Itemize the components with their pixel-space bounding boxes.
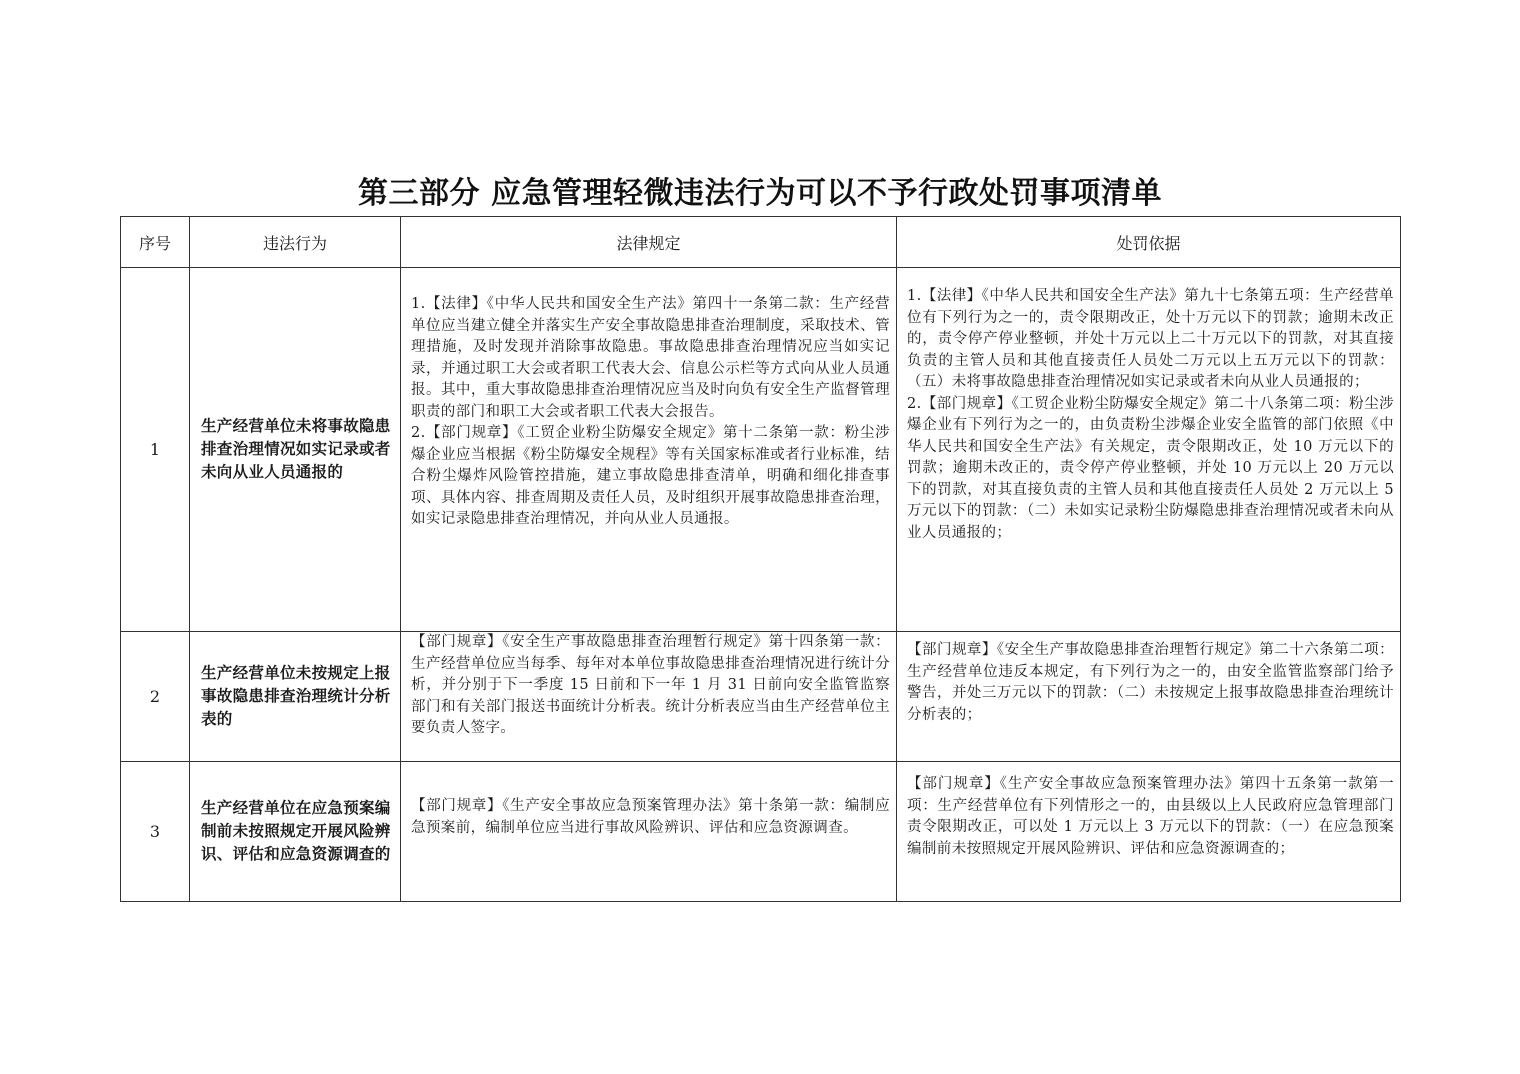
penalty-table [120, 216, 1401, 902]
basis-paragraph: 【部门规章】《安全生产事故隐患排查治理暂行规定》第二十六条第二项：生产经营单位违反本规定，有下列行为之一的，由安全监管监察部门给予警告，并处三万元以下的罚款：（二）未按规定上报事故隐患排查治理统计分析表的； [907, 642, 1394, 723]
basis-paragraph: 2.【部门规章】《工贸企业粉尘防爆安全规定》第二十八条第二项：粉尘涉爆企业有下列行为之一的，由负责粉尘涉爆企业安全监管的部门依照《中华人民共和国安全生产法》有关规定，责令限期改正，处 10 万元以下的罚款；逾期未改正的，责令停产停业整顿，并处 10 万元以上 20 万元以下的罚款，对其直接负责的主管人员和其他直接责任人员处 2 万元以上 5 万元以下的罚款：（二）未如实记录粉尘防爆隐患排查治理情况或者未向从业人员通报的； [907, 395, 1394, 541]
violation-cell: 生产经营单位未按规定上报事故隐患排查治理统计分析表的 [190, 632, 401, 762]
law-cell [401, 762, 897, 902]
table-header-row [121, 217, 1401, 268]
basis-cell [897, 268, 1401, 632]
law-paragraph: 【部门规章】《安全生产事故隐患排查治理暂行规定》第十四条第一款：生产经营单位应当每季、每年对本单位事故隐患排查治理情况进行统计分析，并分别于下一季度 15 日前和下一年 1 月 31 日前向安全监管监察部门和有关部门报送书面统计分析表。统计分析表应当由生产经营单位主要负责人签字。 [411, 634, 890, 736]
law-paragraph: 【部门规章】《生产安全事故应急预案管理办法》第十条第一款：编制应急预案前，编制单位应当进行事故风险辨识、评估和应急资源调查。 [411, 798, 890, 836]
header-number: 序号 [121, 217, 190, 268]
row-number: 1 [121, 268, 190, 632]
violation-cell: 生产经营单位在应急预案编制前未按照规定开展风险辨识、评估和应急资源调查的 [190, 762, 401, 902]
header-basis: 处罚依据 [897, 217, 1401, 268]
basis-cell [897, 762, 1401, 902]
basis-cell [897, 632, 1401, 762]
page-title: 第三部分 应急管理轻微违法行为可以不予行政处罚事项清单 [358, 176, 1162, 211]
header-violation: 违法行为 [190, 217, 401, 268]
header-law: 法律规定 [401, 217, 897, 268]
law-paragraph: 1.【法律】《中华人民共和国安全生产法》第四十一条第二款：生产经营单位应当建立健全并落实生产安全事故隐患排查治理制度，采取技术、管理措施，及时发现并消除事故隐患。事故隐患排查治理情况应当如实记录，并通过职工大会或者职工代表大会、信息公示栏等方式向从业人员通报。其中，重大事故隐患排查治理情况应当及时向负有安全生产监督管理职责的部门和职工大会或者职工代表大会报告。 [411, 296, 890, 420]
violation-cell: 生产经营单位未将事故隐患排查治理情况如实记录或者未向从业人员通报的 [190, 268, 401, 632]
table-row [121, 762, 1401, 902]
row-number: 2 [121, 632, 190, 762]
basis-paragraph: 【部门规章】《生产安全事故应急预案管理办法》第四十五条第一款第一项：生产经营单位有下列情形之一的，由县级以上人民政府应急管理部门责令限期改正，可以处 1 万元以上 3 万元以下的罚款：（一）在应急预案编制前未按照规定开展风险辨识、评估和应急资源调查的； [907, 776, 1394, 857]
row-number: 3 [121, 762, 190, 902]
law-paragraph: 2.【部门规章】《工贸企业粉尘防爆安全规定》第十二条第一款：粉尘涉爆企业应当根据《粉尘防爆安全规程》等有关国家标准或者行业标准，结合粉尘爆炸风险管控措施，建立事故隐患排查清单，明确和细化排查事项、具体内容、排查周期及责任人员，及时组织开展事故隐患排查治理，如实记录隐患排查治理情况，并向从业人员通报。 [411, 425, 890, 527]
table-row [121, 632, 1401, 762]
law-cell [401, 632, 897, 762]
table-row [121, 268, 1401, 632]
basis-paragraph: 1.【法律】《中华人民共和国安全生产法》第九十七条第五项：生产经营单位有下列行为之一的，责令限期改正，处十万元以下的罚款；逾期未改正的，责令停产停业整顿，并处十万元以上二十万元以下的罚款，对其直接负责的主管人员和其他直接责任人员处二万元以上五万元以下的罚款：（五）未将事故隐患排查治理情况如实记录或者未向从业人员通报的； [907, 288, 1394, 390]
law-cell [401, 268, 897, 632]
